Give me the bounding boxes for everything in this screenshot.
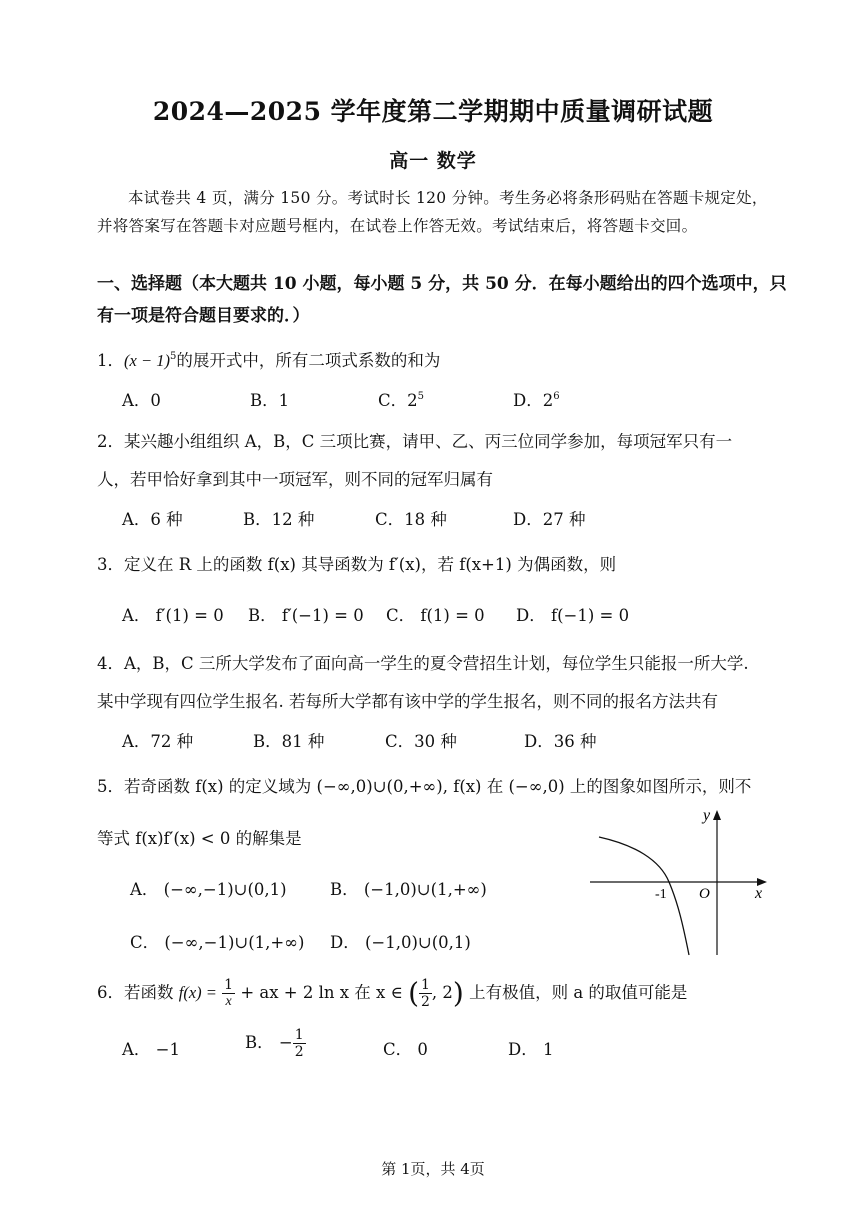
q2-option-b: B．12 种 [243,510,315,529]
q1-text: 的展开式中，所有二项式系数的和为 [176,351,441,370]
q6-interval-den: 2 [421,994,430,1010]
q5-option-b: B． (−1,0)∪(1,+∞) [330,880,487,899]
question-4-line-1: 4．A，B，C 三所大学发布了面向高一学生的夏令营招生计划，每位学生只能报一所大学. [97,654,749,673]
origin-label: O [699,886,710,902]
q3-option-a: A． f′(1) = 0 [122,606,224,625]
q1-option-d-exponent: 6 [553,391,560,402]
y-axis-arrow [713,810,721,820]
q6-option-b-num: 1 [294,1027,304,1043]
q3-option-c: C． f(1) = 0 [386,606,485,625]
q6-option-c: C． 0 [383,1040,428,1059]
q1-exponent: 5 [169,351,177,362]
q6-function: f(x) = [178,983,217,1002]
q6-interval-num: 1 [421,977,430,993]
q4-option-d: D．36 种 [524,732,597,751]
question-3: 3．定义在 R 上的函数 f(x) 其导函数为 f′(x)，若 f(x+1) 为偶函数，则 [97,555,617,574]
section-heading: 一、选择题（本大题共 10 小题，每小题 5 分，共 50 分．在每小题给出的四个选项中，只有一项是符合题目要求的．） [97,274,787,326]
x-axis-label: x [755,885,763,902]
q3-option-d: D． f(−1) = 0 [516,606,630,625]
y-axis-label: y [703,807,711,824]
q6-right-paren: ) [452,976,464,1010]
question-5-line-2: 等式 f(x)f′(x) < 0 的解集是 [97,829,302,848]
q5-function-graph [585,805,775,960]
q1-option-c [378,387,424,411]
q6-option-b-label: B． − [245,1033,293,1052]
q6-option-b-den: 2 [294,1044,304,1060]
q5-option-c: C． (−∞,−1)∪(1,+∞) [130,933,305,952]
q1-expression: (x − 1) [124,351,170,370]
question-2-line-1: 2．某兴趣小组组织 A，B，C 三项比赛，请甲、乙、丙三位同学参加，每项冠军只有一 [97,432,733,451]
q1-option-a: A．0 [122,391,161,410]
q1-number: 1． [97,351,124,370]
q5-option-a: A． (−∞,−1)∪(0,1) [130,880,287,899]
q1-option-c-exponent: 5 [417,391,424,402]
q4-option-b: B．81 种 [253,732,325,751]
q6-left-paren: ( [408,976,419,1010]
q6-prefix: 6．若函数 [97,983,174,1002]
question-6 [97,973,687,1014]
question-2-line-2: 人，若甲恰好拿到其中一项冠军，则不同的冠军归属有 [97,470,493,489]
q6-mid: + ax + 2 ln x 在 x ∈ [240,983,403,1002]
exam-subtitle: 高一 数学 [389,150,477,172]
function-curve [599,837,689,955]
q1-option-d [513,387,560,411]
q6-interval-tail: , 2 [431,983,453,1002]
question-1 [97,347,440,371]
q1-option-b: B．1 [250,391,290,410]
q6-option-a: A． −1 [122,1040,180,1059]
q6-option-d: D． 1 [508,1040,554,1059]
q2-option-c: C．18 种 [375,510,447,529]
q6-fraction-num: 1 [224,977,234,993]
exam-instructions: 本试卷共 4 页，满分 150 分。考试时长 120 分钟。考生务必将条形码贴在答题卡规定处，并将答案写在答题卡对应题号框内，在试卷上作答无效。考试结束后，将答题卡交回。 [97,189,768,235]
q4-option-c: C．30 种 [385,732,457,751]
q6-fraction-den: x [225,994,232,1009]
q2-option-a: A．6 种 [122,510,183,529]
q1-option-c-label: C．2 [378,391,418,410]
q6-interval-fraction [419,977,432,1010]
q6-option-b-fraction [293,1027,306,1060]
tick-label-neg-1: -1 [655,887,667,902]
q5-option-d: D． (−1,0)∪(0,1) [330,933,471,952]
q1-option-d-label: D．2 [513,391,554,410]
q6-fraction [222,977,235,1010]
q3-option-b: B． f′(−1) = 0 [248,606,364,625]
question-5-line-1: 5．若奇函数 f(x) 的定义域为 (−∞,0)∪(0,+∞), f(x) 在 (−∞,0) 上的图象如图所示，则不 [97,777,752,796]
q4-option-a: A．72 种 [122,732,194,751]
q6-suffix: 上有极值，则 a 的取值可能是 [469,983,688,1002]
q2-option-d: D．27 种 [513,510,586,529]
page-footer: 第 1页，共 4页 [381,1160,485,1178]
exam-title: 2024—2025 学年度第二学期期中质量调研试题 [152,97,714,126]
question-4-line-2: 某中学现有四位学生报名. 若每所大学都有该中学的学生报名，则不同的报名方法共有 [97,692,718,711]
q6-option-b [245,1027,306,1060]
